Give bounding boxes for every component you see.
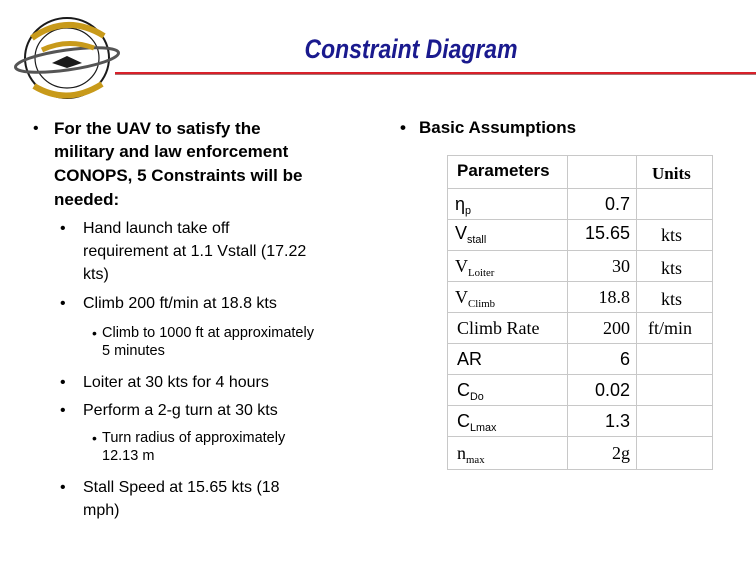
bullet-text-line: For the UAV to satisfy the [54, 119, 261, 138]
bullet-text-line: military and law enforcement [54, 142, 289, 161]
param-name: $V_{stall}$ [455, 223, 487, 246]
table-rule [447, 219, 712, 220]
param-value: 2g [612, 443, 630, 463]
table-rule [447, 312, 712, 313]
param-value: 6 [619, 349, 630, 369]
table-row [455, 442, 712, 468]
sub-bullet-climb [60, 292, 380, 315]
bullet-text-line: Hand launch take off [83, 220, 230, 237]
param-name: $\eta_p$ [455, 194, 472, 217]
table-rule [447, 188, 712, 189]
table-rule [447, 405, 712, 406]
bullet-text-line: 5 minutes [102, 343, 165, 359]
bullet-icon: • [60, 479, 66, 496]
param-name: Climb Rate [457, 318, 540, 338]
bullet-text-line: Climb 200 ft/min at 18.8 kts [83, 295, 277, 312]
table-rule [447, 374, 712, 375]
table-row [455, 286, 712, 312]
bullet-icon: • [60, 402, 66, 419]
bullet-text-line: requirement at 1.1 Vstall (17.22 [83, 243, 307, 260]
table-header-units: Units [652, 164, 691, 183]
table-row [455, 317, 712, 343]
bullet-text-line: Turn radius of approximately [102, 430, 286, 446]
table-rule [447, 469, 712, 470]
param-unit: ft/min [648, 318, 692, 338]
param-value: 18.8 [598, 287, 630, 307]
sub-bullet-turn [60, 399, 380, 422]
table-rule [447, 436, 712, 437]
sub-bullet-loiter [60, 371, 380, 394]
bullet-text-line: Perform a 2-g turn at 30 kts [83, 402, 278, 419]
bullet-text-line: needed: [54, 190, 120, 209]
subsub-bullet-climb-time [92, 324, 382, 359]
table-row [455, 410, 712, 436]
table-rule [447, 343, 712, 344]
param-unit: kts [661, 289, 683, 309]
bullet-text-line: mph) [83, 502, 120, 519]
table-rule [712, 155, 713, 470]
bullet-icon: • [92, 325, 97, 341]
bullet-icon: • [400, 118, 406, 137]
title-rule-shadow [115, 74, 756, 75]
param-unit: kts [661, 258, 683, 278]
param-name: AR [457, 349, 483, 369]
bullet-icon: • [60, 220, 66, 237]
table-row [455, 193, 712, 219]
bullet-text-line: CONOPS, 5 Constraints will be [54, 166, 303, 185]
table-header-parameters: Parameters [457, 161, 550, 180]
param-name: $C_{Do}$ [457, 380, 484, 403]
param-name: $C_{Lmax}$ [457, 411, 497, 434]
bullet-icon: • [92, 430, 97, 446]
table-rule [447, 250, 712, 251]
param-unit: kts [661, 225, 683, 245]
table-row [455, 222, 712, 248]
subsub-bullet-turn-radius [92, 429, 382, 464]
param-value: 15.65 [584, 223, 630, 243]
bullet-text-line: Stall Speed at 15.65 kts (18 [83, 479, 280, 496]
table-rule [447, 155, 712, 156]
param-value: 0.7 [604, 194, 630, 214]
sub-bullet-hand-launch [60, 217, 380, 283]
bullet-icon: • [60, 374, 66, 391]
param-name: $n_{max}$ [457, 443, 485, 466]
table-row [455, 348, 712, 374]
bullet-icon: • [33, 120, 39, 137]
param-value: 200 [603, 318, 630, 338]
table-row [455, 379, 712, 405]
table-row [455, 255, 712, 281]
param-value: 1.3 [604, 411, 630, 431]
bullet-text-line: kts) [83, 266, 109, 283]
slide-title: Constraint Diagram [304, 34, 518, 64]
table-rule [447, 155, 448, 470]
bullet-text-line: Loiter at 30 kts for 4 hours [83, 374, 269, 391]
table-rule [447, 281, 712, 282]
bullet-text-line: 12.13 m [102, 448, 155, 464]
bullet-text-line: Climb to 1000 ft at approximately [102, 325, 314, 341]
assumptions-heading: Basic Assumptions [419, 118, 577, 137]
bullet-icon: • [60, 295, 66, 312]
param-value: 0.02 [594, 380, 630, 400]
sub-bullet-stall-speed [60, 476, 380, 519]
param-value: 30 [612, 256, 630, 276]
param-name: $V_{Climb}$ [455, 287, 495, 310]
param-name: $V_{Loiter}$ [455, 256, 495, 279]
